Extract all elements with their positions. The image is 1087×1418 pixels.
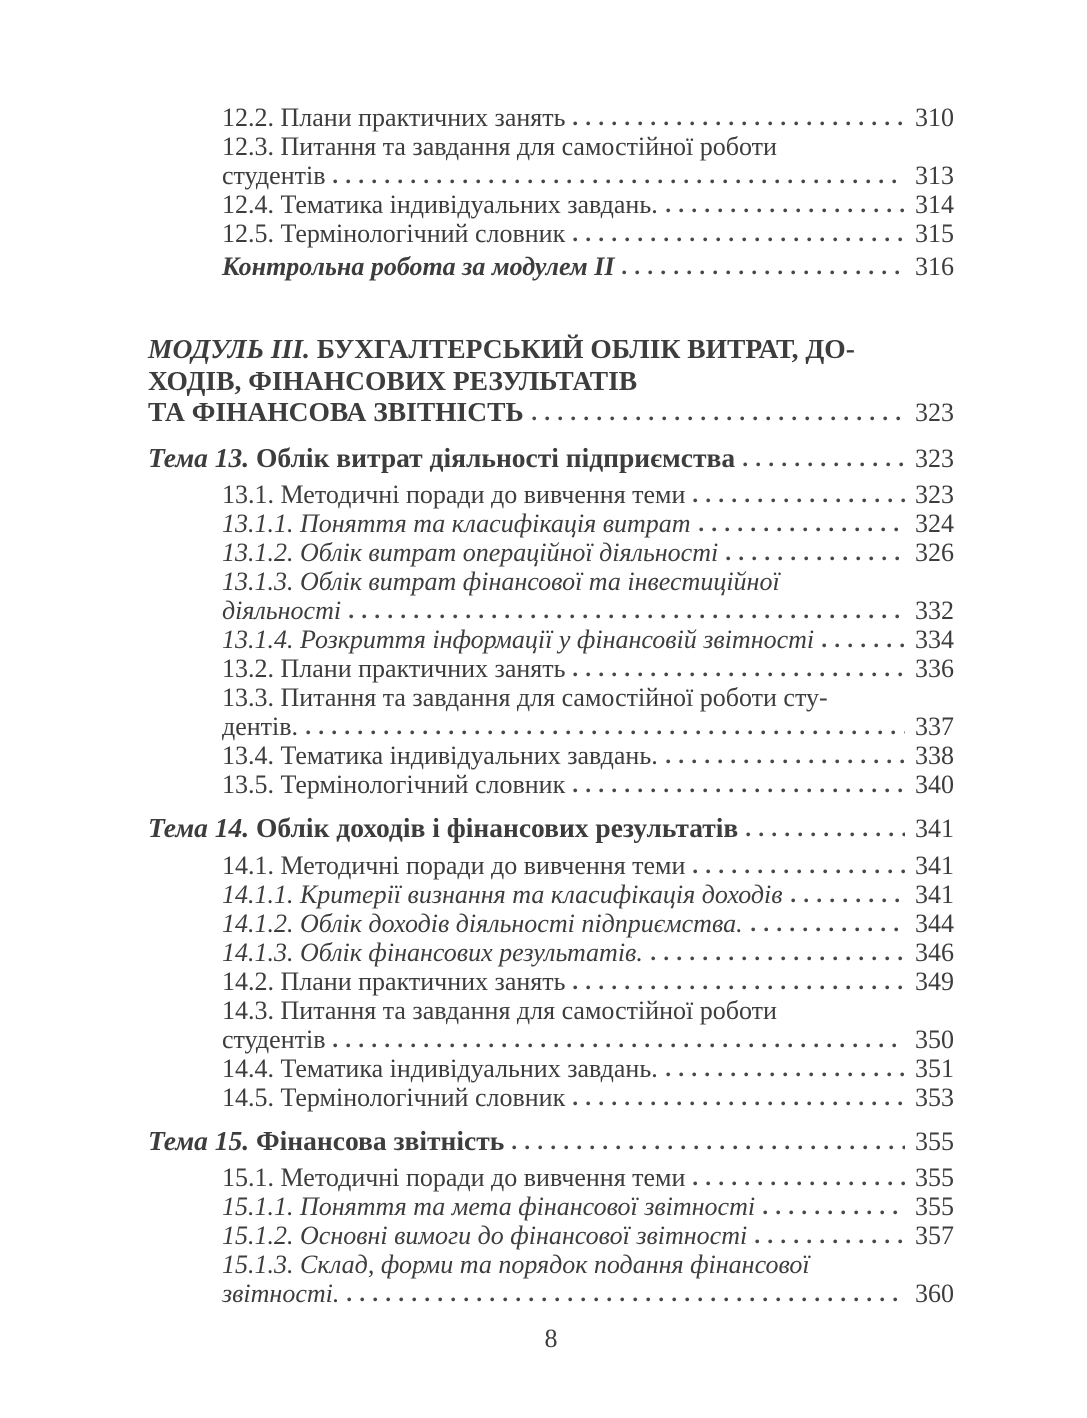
toc-entry-text — [222, 654, 565, 683]
toc-page-number: 350 — [915, 1024, 954, 1054]
toc-entry-segment: БУХГАЛТЕРСЬКИЙ ОБЛІК ВИТРАТ, ДО- — [309, 333, 855, 364]
toc-row — [148, 938, 954, 967]
dot-leader — [726, 556, 905, 561]
toc-row — [148, 1192, 954, 1221]
toc-row — [148, 1163, 954, 1192]
toc-entry-text — [222, 880, 783, 909]
toc-page-number: 355 — [915, 1192, 954, 1221]
toc-entry-segment: Фінансова звітність — [249, 1124, 505, 1156]
toc-entry-text — [222, 219, 565, 248]
toc-entry-text — [222, 625, 814, 654]
dot-leader — [791, 898, 905, 903]
toc-entry-segment: 13.1.2. Облік витрат операційної діяльності — [222, 538, 719, 567]
toc-row — [148, 1025, 954, 1054]
dot-leader — [751, 927, 905, 932]
toc-page-number: 313 — [915, 161, 954, 190]
toc-page-number: 314 — [915, 190, 954, 219]
toc-row — [148, 625, 954, 654]
toc-row — [148, 442, 954, 475]
toc-page-number: 353 — [915, 1082, 954, 1112]
dot-leader — [347, 1297, 905, 1302]
toc-page-number: 349 — [915, 966, 954, 996]
toc-page-number: 341 — [915, 879, 954, 909]
toc-page-number: 346 — [915, 937, 954, 967]
toc-entry-segment: Тема 15. — [148, 1124, 250, 1156]
toc-entry-text — [148, 365, 637, 397]
dot-leader — [573, 1101, 905, 1106]
toc-entry-segment: 15.1. Методичні поради до вивчення теми — [222, 1163, 686, 1192]
toc-row — [148, 909, 954, 938]
toc-entry-segment: 15.1.1. Поняття та мета фінансової звітності — [222, 1192, 756, 1221]
toc-entry-text — [222, 1163, 685, 1192]
toc-row — [148, 333, 954, 365]
dot-leader — [532, 416, 905, 421]
toc-entry-segment: 14.2. Плани практичних занять — [222, 966, 566, 996]
toc-row — [148, 1221, 954, 1250]
toc-entry-text — [222, 741, 658, 770]
toc-page-number: 326 — [915, 538, 954, 567]
toc-row — [148, 365, 954, 397]
toc-entry-segment: Тема 14. — [148, 812, 250, 843]
toc-entry-text — [222, 567, 780, 596]
toc-entry-segment: 14.1.2. Облік доходів діяльності підприємства. — [222, 908, 743, 938]
toc-entry-segment: 13.1.3. Облік витрат фінансової та інвестиційної — [222, 567, 780, 596]
toc-row — [148, 1250, 954, 1279]
toc-page-number: 334 — [915, 625, 954, 654]
toc-entry-segment: Контрольна робота за модулем ІІ — [222, 252, 615, 281]
toc-row — [148, 396, 954, 429]
toc-entry-text — [148, 442, 735, 474]
toc-entry-text — [222, 1192, 755, 1221]
toc-entry-segment: 14.1.3. Облік фінансових результатів. — [222, 937, 643, 967]
toc-row — [148, 161, 954, 190]
dot-leader — [573, 788, 905, 793]
toc-page-number: 341 — [915, 814, 954, 843]
toc-page-number: 323 — [915, 398, 954, 427]
dot-leader — [755, 1239, 905, 1244]
toc-entry-segment: МОДУЛЬ ІІІ. — [148, 333, 310, 364]
toc-entry-segment: 12.2. Плани практичних занять — [222, 103, 566, 132]
dot-leader — [693, 498, 905, 503]
toc-entry-text — [148, 1125, 504, 1157]
toc-entry-text — [222, 1054, 658, 1083]
toc-page-number: 357 — [915, 1221, 954, 1250]
dot-leader — [333, 179, 905, 184]
toc-entry-text — [222, 480, 685, 509]
toc-entry-segment: ХОДІВ, ФІНАНСОВИХ РЕЗУЛЬТАТІВ — [148, 364, 638, 396]
toc-entry-text — [222, 909, 743, 938]
toc-entry-segment: студентів — [222, 1024, 326, 1054]
toc-row — [148, 252, 954, 281]
toc-page-number: 360 — [915, 1279, 954, 1308]
toc-entry-segment: 15.1.2. Основні вимоги до фінансової звітності — [222, 1221, 748, 1250]
toc-row — [148, 812, 954, 845]
toc-row — [148, 538, 954, 567]
toc-page-number: 355 — [915, 1126, 954, 1156]
toc-row — [148, 770, 954, 799]
toc-row — [148, 596, 954, 625]
toc-page-number: 351 — [915, 1053, 954, 1083]
toc-page-number: 324 — [915, 509, 954, 538]
toc-page-number: 336 — [915, 654, 954, 683]
toc-page-number: 323 — [915, 443, 954, 473]
dot-leader — [349, 614, 905, 619]
toc-entry-text — [222, 996, 777, 1025]
page-number: 8 — [544, 1324, 558, 1353]
toc-row — [148, 996, 954, 1025]
toc-entry-text — [222, 190, 658, 219]
toc-entry-segment: 13.2. Плани практичних занять — [222, 654, 566, 683]
toc-row — [148, 712, 954, 741]
dot-leader — [333, 1043, 905, 1048]
toc-page-number: 332 — [915, 596, 954, 625]
dot-leader — [306, 730, 905, 735]
toc-page-number: 316 — [915, 252, 954, 281]
toc-entry-segment: 14.1. Методичні поради до вивчення теми — [222, 850, 686, 880]
toc-row — [148, 741, 954, 770]
toc-entry-text — [222, 1279, 339, 1308]
toc-entry-segment: дентів. — [222, 712, 299, 741]
table-of-contents — [148, 103, 954, 1353]
dot-leader — [666, 208, 905, 213]
dot-leader — [573, 237, 905, 242]
toc-row — [148, 654, 954, 683]
toc-entry-text — [148, 812, 738, 844]
toc-entry-segment: 12.3. Питання та завдання для самостійної роботи — [222, 132, 777, 161]
toc-entry-segment: 12.5. Термінологічний словник — [222, 219, 566, 248]
toc-row — [148, 567, 954, 596]
toc-entry-segment: ТА ФІНАНСОВА ЗВІТНІСТЬ — [148, 396, 524, 427]
toc-row — [148, 851, 954, 880]
toc-entry-segment: 14.5. Термінологічний словник — [222, 1082, 566, 1112]
toc-entry-text — [222, 161, 325, 190]
toc-entry-text — [222, 132, 777, 161]
toc-entry-text — [222, 103, 565, 132]
toc-entry-segment: Облік доходів і фінансових результатів — [249, 812, 739, 843]
toc-entry-segment: 13.1.1. Поняття та класифікація витрат — [222, 509, 691, 538]
toc-page-number: 315 — [915, 219, 954, 248]
toc-page-number: 344 — [915, 908, 954, 938]
toc-row — [148, 1279, 954, 1308]
toc-entry-text — [222, 683, 828, 712]
toc-entry-text — [148, 396, 524, 428]
toc-entry-text — [222, 538, 718, 567]
toc-row — [148, 190, 954, 219]
toc-entry-text — [222, 252, 614, 281]
dot-leader — [693, 1181, 905, 1186]
toc-entry-text — [222, 1025, 325, 1054]
toc-entry-segment: 12.4. Тематика індивідуальних завдань. — [222, 190, 658, 219]
toc-entry-segment: Облік витрат діяльності підприємства — [249, 441, 736, 473]
toc-entry-segment: Тема 13. — [148, 441, 250, 473]
dot-leader — [763, 1210, 905, 1215]
toc-entry-segment: 13.1.4. Розкриття інформації у фінансовій звітності — [222, 625, 815, 654]
toc-entry-text — [222, 1250, 810, 1279]
dot-leader — [666, 1072, 905, 1077]
toc-entry-segment: 13.5. Термінологічний словник — [222, 770, 566, 799]
dot-leader — [573, 672, 905, 677]
toc-page-number: 340 — [915, 770, 954, 799]
dot-leader — [743, 462, 905, 467]
toc-row — [148, 1083, 954, 1112]
toc-entry-segment: 13.4. Тематика індивідуальних завдань. — [222, 741, 658, 770]
toc-row — [148, 880, 954, 909]
dot-leader — [666, 759, 905, 764]
toc-entry-segment: 13.1. Методичні поради до вивчення теми — [222, 480, 686, 509]
toc-page-number: 355 — [915, 1163, 954, 1192]
toc-row — [148, 1054, 954, 1083]
dot-leader — [699, 527, 905, 532]
toc-entry-text — [148, 333, 855, 365]
toc-entry-segment: 14.3. Питання та завдання для самостійної роботи — [222, 995, 777, 1025]
toc-entry-segment: 15.1.3. Склад, форми та порядок подання фінансової — [222, 1250, 810, 1279]
dot-leader — [693, 869, 905, 874]
toc-entry-text — [222, 770, 565, 799]
toc-entry-text — [222, 1221, 747, 1250]
toc-entry-segment: звітності. — [222, 1279, 340, 1308]
toc-entry-text — [222, 851, 685, 880]
toc-entry-text — [222, 938, 643, 967]
toc-entry-segment: діяльності — [222, 596, 342, 625]
toc-row — [148, 480, 954, 509]
toc-entry-text — [222, 712, 298, 741]
toc-row — [148, 967, 954, 996]
toc-row — [148, 1125, 954, 1158]
toc-entry-segment: 14.1.1. Критерії визнання та класифікація доходів — [222, 879, 783, 909]
toc-row — [148, 509, 954, 538]
toc-row — [148, 103, 954, 132]
dot-leader — [573, 121, 905, 126]
dot-leader — [651, 956, 905, 961]
toc-page-number: 337 — [915, 712, 954, 741]
toc-entry-text — [222, 1083, 565, 1112]
toc-page-number: 338 — [915, 741, 954, 770]
toc-row — [148, 219, 954, 248]
toc-page-number: 341 — [915, 850, 954, 880]
toc-entry-segment: студентів — [222, 161, 326, 190]
dot-leader — [622, 270, 905, 275]
toc-page-number: 323 — [915, 480, 954, 509]
toc-row — [148, 683, 954, 712]
dot-leader — [573, 985, 905, 990]
toc-entry-segment: 14.4. Тематика індивідуальних завдань. — [222, 1053, 658, 1083]
toc-entry-text — [222, 509, 691, 538]
toc-row — [148, 132, 954, 161]
toc-entry-text — [222, 596, 341, 625]
toc-entry-text — [222, 967, 565, 996]
dot-leader — [746, 832, 905, 837]
dot-leader — [822, 643, 905, 648]
toc-page-number: 310 — [915, 103, 954, 132]
toc-entry-segment: 13.3. Питання та завдання для самостійної роботи сту- — [222, 683, 828, 712]
dot-leader — [512, 1145, 905, 1150]
